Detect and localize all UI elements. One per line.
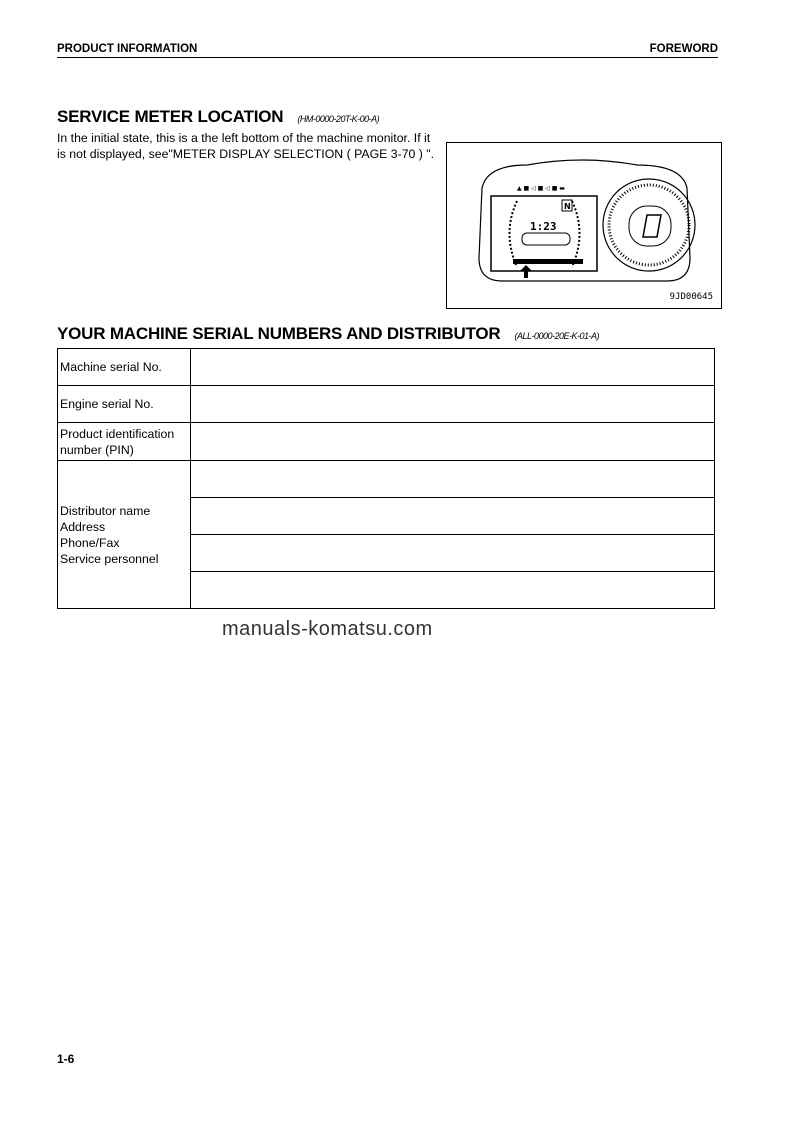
label-service-personnel: Service personnel bbox=[60, 551, 159, 566]
figure-code: 9JD00645 bbox=[669, 292, 713, 302]
machine-monitor-figure bbox=[446, 142, 722, 309]
page-number: 1-6 bbox=[57, 1052, 75, 1066]
header-section: PRODUCT INFORMATION bbox=[57, 43, 198, 55]
address-field[interactable] bbox=[191, 498, 715, 535]
header-rule bbox=[57, 57, 718, 58]
clock-readout: 1:23 bbox=[530, 220, 557, 233]
title-text: YOUR MACHINE SERIAL NUMBERS AND DISTRIBUTOR bbox=[57, 324, 501, 343]
warning-icons: ▲ ■ ◁ ■ ◁ ■ ▬ bbox=[517, 185, 565, 192]
section-title-service-meter bbox=[57, 107, 379, 127]
engine-serial-field[interactable] bbox=[191, 386, 715, 423]
section-code: (ALL-0000-20E-K-01-A) bbox=[514, 331, 600, 341]
title-text: SERVICE METER LOCATION bbox=[57, 107, 284, 126]
table-row bbox=[58, 423, 715, 461]
machine-serial-field[interactable] bbox=[191, 349, 715, 386]
label-distributor-name: Distributor name bbox=[60, 503, 151, 518]
pin-field[interactable] bbox=[191, 423, 715, 461]
phone-fax-field[interactable] bbox=[191, 535, 715, 572]
row-label: Machine serial No. bbox=[58, 349, 191, 386]
service-personnel-field[interactable] bbox=[191, 572, 715, 609]
section-code: (HM-0000-20T-K-00-A) bbox=[297, 114, 380, 124]
monitor-illustration bbox=[447, 143, 721, 308]
intro-paragraph: In the initial state, this is a the left bottom of the machine monitor. If it is not displayed, see"METER DISPLAY SELECTION ( PAGE 3-70 ) ". bbox=[57, 131, 435, 161]
label-phone-fax: Phone/Fax bbox=[60, 535, 120, 550]
header-chapter: FOREWORD bbox=[649, 43, 718, 55]
gear-indicator: N bbox=[564, 202, 571, 211]
distributor-labels bbox=[58, 461, 191, 609]
table-row bbox=[58, 386, 715, 423]
label-address: Address bbox=[60, 519, 106, 534]
watermark: manuals-komatsu.com bbox=[222, 618, 433, 640]
table-row bbox=[58, 461, 715, 498]
serial-number-table bbox=[57, 348, 715, 609]
distributor-name-field[interactable] bbox=[191, 461, 715, 498]
row-label: Product identification number (PIN) bbox=[58, 423, 191, 461]
section-title-serial-numbers bbox=[57, 324, 599, 344]
table-row bbox=[58, 349, 715, 386]
row-label: Engine serial No. bbox=[58, 386, 191, 423]
